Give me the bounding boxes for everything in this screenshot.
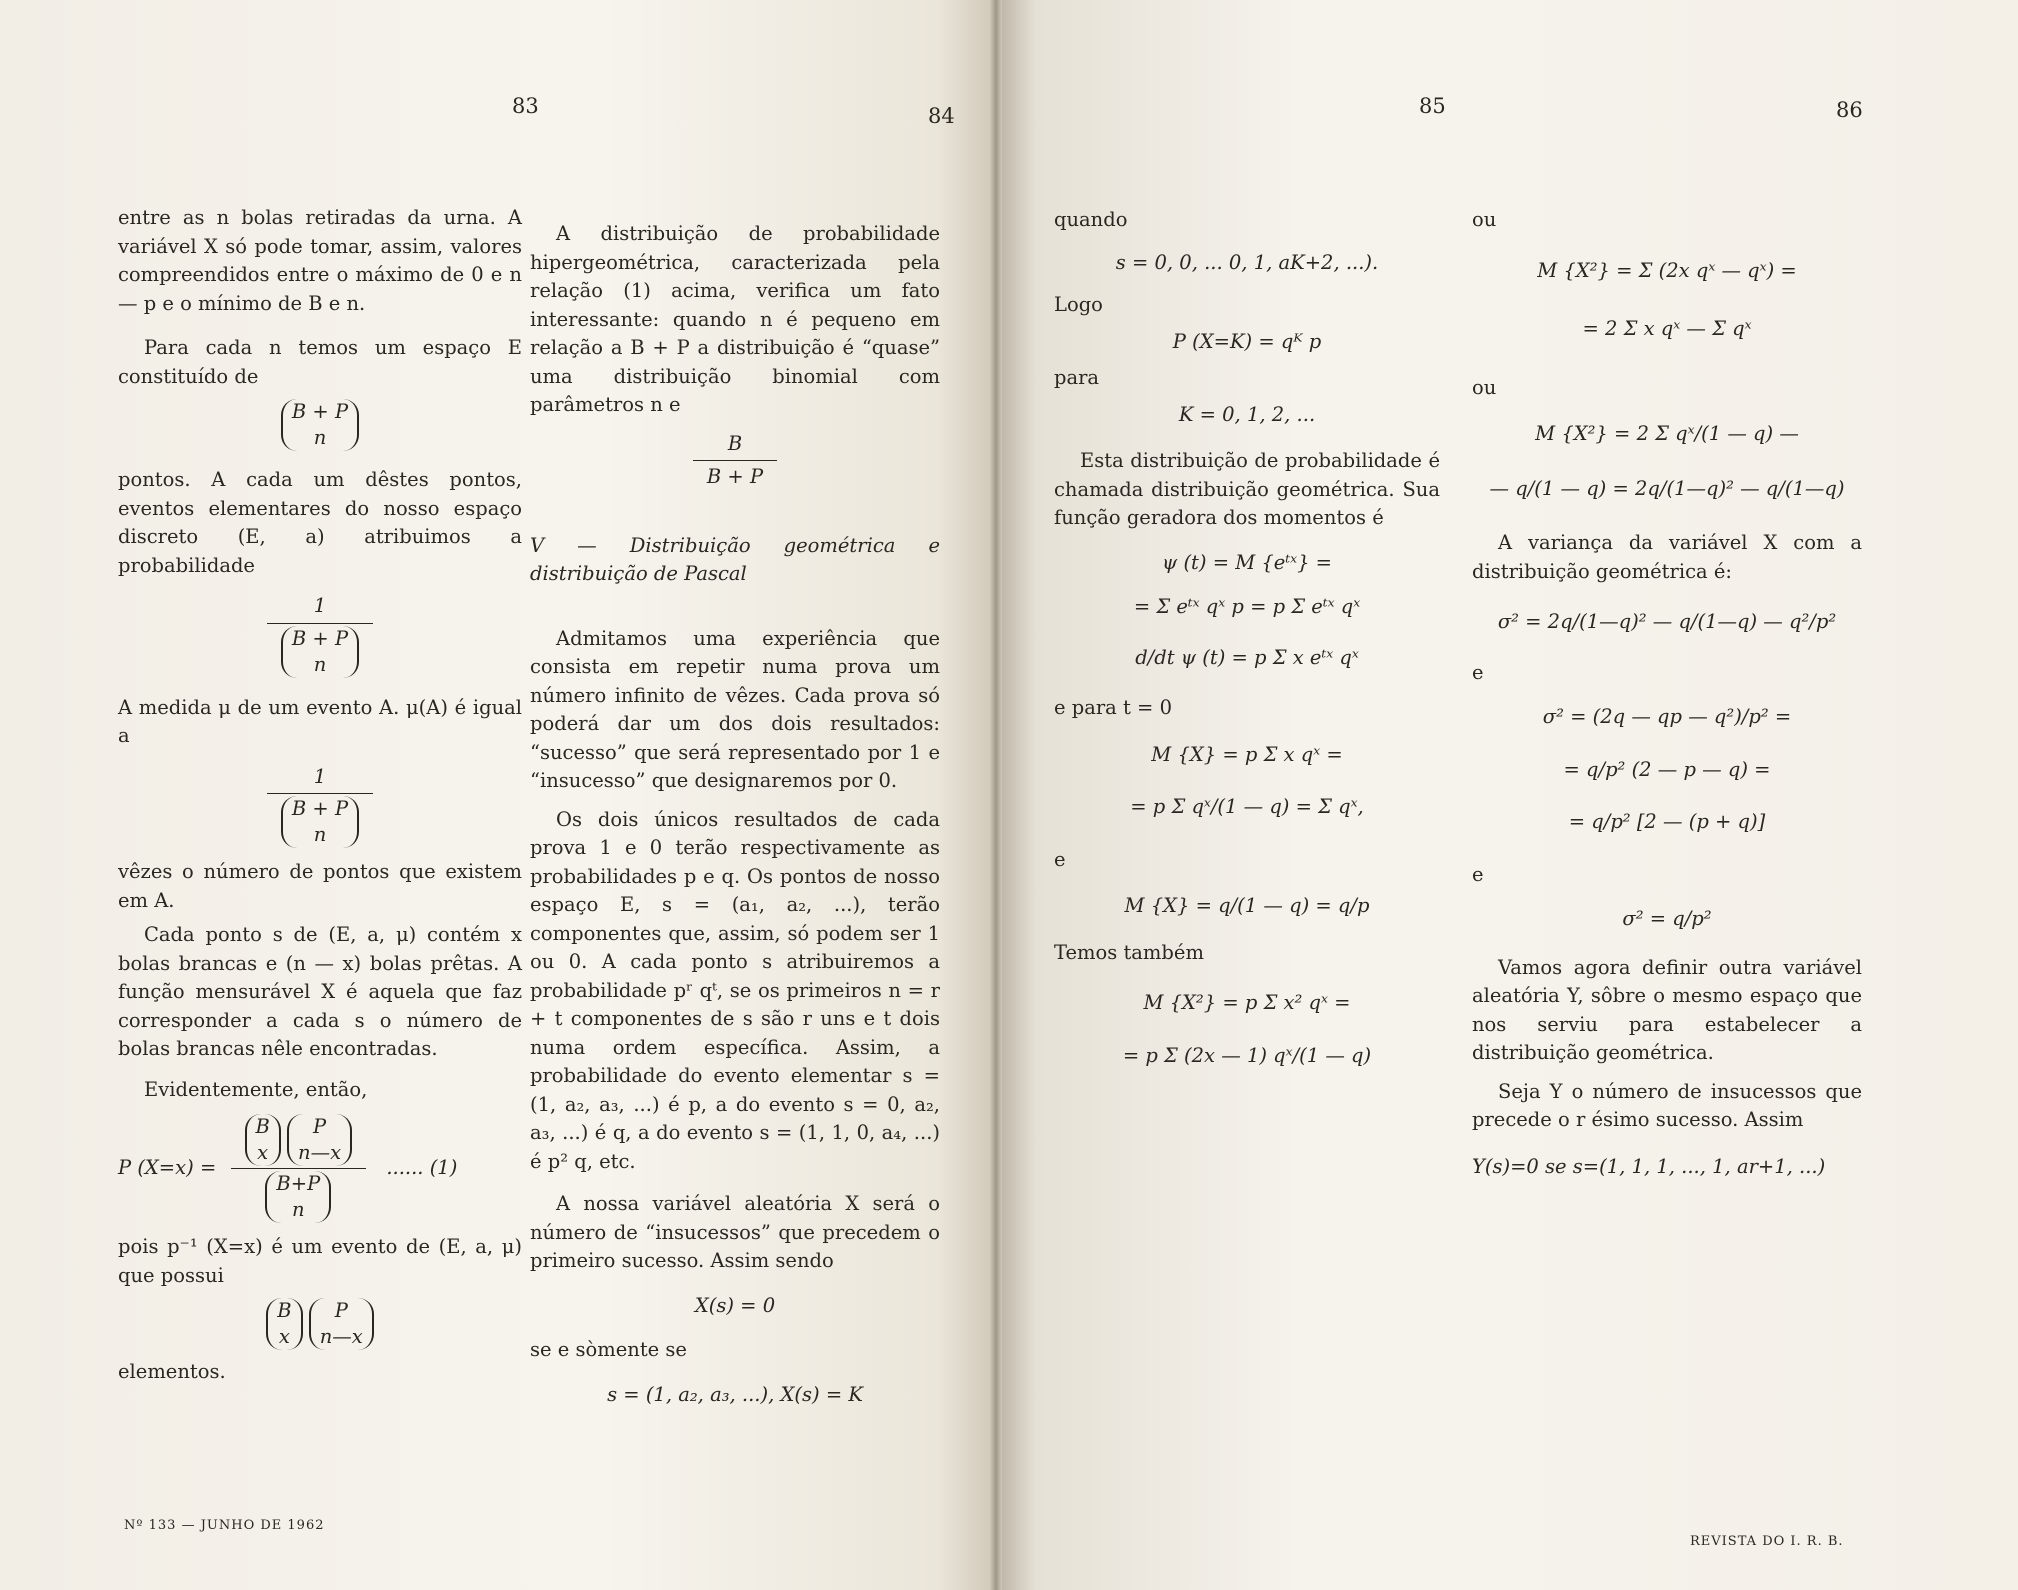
equation: σ² = 2q/(1—q)² — q/(1—q) — q²/p² <box>1497 610 1837 633</box>
paragraph: pontos. A cada um dêstes pontos, eventos elementares do nosso espaço discreto (E, a) atribuimos a probabilidade <box>118 468 522 577</box>
text: para <box>1054 366 1100 389</box>
paragraph: Os dois únicos resultados de cada prova 1 e 0 terão respectivamente as probabilidades p e q. Os pontos de nosso espaço E, s = (a₁, a₂, ...), terão componentes que, assim, só podem ser 1 ou 0. A cada ponto s atribuiremos a probabilidade pʳ qᵗ, se os primeiros n = r + t componentes de s são r uns e t dois numa ordem específica. Assim, a probabilidade do evento elementar s = (1, a₂, a₃, ...) é p, a do evento s = 0, a₂, a₃, ...) é q, a do evento s = (1, 1, 0, a₄, ...) é p² q, etc. <box>530 807 940 1173</box>
equation: K = 0, 1, 2, ... <box>1178 402 1316 426</box>
equation: σ² = (2q — qp — q²)/p² = <box>1542 705 1792 728</box>
page-number-85: 85 <box>1419 94 1446 118</box>
equation: = p Σ (2x — 1) qˣ/(1 — q) <box>1122 1043 1372 1067</box>
hypergeometric-equation: P (X=x) = B x P n—x B+P n ...... (1) <box>118 1115 458 1221</box>
page-83-column <box>118 204 522 459</box>
equation: M {X} = p Σ x qˣ = <box>1151 742 1343 766</box>
equation: M {X²} = Σ (2x qˣ — qˣ) = <box>1537 258 1797 282</box>
page-number-86: 86 <box>1836 98 1863 122</box>
equation: σ² = q/p² <box>1622 907 1712 930</box>
equation: X(s) = 0 <box>694 1293 776 1317</box>
book-gutter <box>990 0 1002 1590</box>
text: ou <box>1472 375 1497 399</box>
equation: s = 0, 0, ... 0, 1, aK+2, ...). <box>1115 250 1379 274</box>
equation: = p Σ qˣ/(1 — q) = Σ qˣ, <box>1130 795 1364 818</box>
paragraph: Para cada n temos um espaço E constituído de <box>118 336 522 388</box>
equation: M {X²} = 2 Σ qˣ/(1 — q) — <box>1535 422 1799 445</box>
paragraph: Seja Y o número de insucessos que precede o r ésimo sucesso. Assim <box>1472 1079 1862 1131</box>
binomial: B + P n <box>281 399 359 451</box>
paragraph: vêzes o número de pontos que existem em A. <box>118 860 522 912</box>
text: e <box>1472 660 1484 684</box>
page-84-column <box>530 220 940 1425</box>
page-85-column <box>1054 206 1440 1094</box>
equation: Y(s)=0 se s=(1, 1, 1, ..., 1, ar+1, ...) <box>1472 1154 1826 1178</box>
paragraph: Admitamos uma experiência que consista em repetir numa prova um número infinito de vêzes. Cada prova só poderá dar um dos dois resultados: “sucesso” que será representado por 1 e “insucesso” que designaremos por 0. <box>530 626 940 792</box>
equation: = q/p² (2 — p — q) = <box>1563 757 1771 781</box>
text: e para t = 0 <box>1054 696 1172 719</box>
text: e <box>1054 847 1066 871</box>
equation: ψ (t) = M {eᵗˣ} = <box>1161 550 1333 574</box>
paragraph: A medida μ de um evento A. μ(A) é igual a <box>118 695 522 747</box>
paragraph: A distribuição de probabilidade hipergeométrica, caracterizada pela relação (1) acima, verifica um fato interessante: quando n é pequeno em relação a B + P a distribuição é “quase” uma distribuição binomial com parâmetros n e <box>530 222 940 416</box>
text: ou <box>1472 208 1497 231</box>
paragraph: Vamos agora definir outra variável aleatória Y, sôbre o mesmo espaço que nos serviu para estabelecer a distribuição geométrica. <box>1472 955 1862 1064</box>
paragraph: pois p⁻¹ (X=x) é um evento de (E, a, μ) que possui <box>118 1235 522 1287</box>
paragraph: Esta distribuição de probabilidade é chamada distribuição geométrica. Sua função geradora dos momentos é <box>1054 449 1440 529</box>
equation: = 2 Σ x qˣ — Σ qˣ <box>1582 317 1752 340</box>
equation: P (X=K) = qᴷ p <box>1172 329 1322 353</box>
text: Logo <box>1054 293 1103 316</box>
binomial-parameter-fraction: $\frac{B}{B + P}$ <box>530 430 940 492</box>
equation: M {X} = q/(1 — q) = q/p <box>1124 894 1370 917</box>
page-86-column <box>1472 206 1862 1199</box>
equation: = q/p² [2 — (p + q)] <box>1568 810 1766 833</box>
paragraph: A nossa variável aleatória X será o número de “insucessos” que precedem o primeiro sucesso. Assim sendo <box>530 1192 940 1272</box>
equation: d/dt ψ (t) = p Σ x eᵗˣ qˣ <box>1135 645 1359 669</box>
footer-journal: REVISTA DO I. R. B. <box>1690 1534 1844 1549</box>
text: e <box>1472 862 1484 886</box>
binomial-equation <box>118 399 522 451</box>
equation: M {X²} = p Σ x² qˣ = <box>1143 991 1351 1014</box>
paragraph: entre as n bolas retiradas da urna. A variável X só pode tomar, assim, valores compreendidos entre o máximo de 0 e n — p e o mínimo de B e n. <box>118 206 522 315</box>
paragraph: Cada ponto s de (E, a, μ) contém x bolas brancas e (n — x) bolas prêtas. A função mensurável X é aquela que faz corresponder a cada s o número de bolas brancas nêle encontradas. <box>118 923 522 1060</box>
element-count-equation: B x P n—x <box>118 1298 522 1350</box>
page-83-column-part2 <box>118 466 522 1387</box>
page-number-83: 83 <box>512 94 539 118</box>
equation: s = (1, a₂, a₃, ...), X(s) = K <box>607 1382 863 1406</box>
equation: = Σ eᵗˣ qˣ p = p Σ eᵗˣ qˣ <box>1133 595 1361 618</box>
paragraph: elementos. <box>118 1360 226 1383</box>
equation: — q/(1 — q) = 2q/(1—q)² — q/(1—q) <box>1489 476 1845 500</box>
text: Temos também <box>1054 940 1204 964</box>
paragraph: se e sòmente se <box>530 1338 687 1361</box>
paragraph: A variança da variável X com a distribuição geométrica é: <box>1472 531 1862 583</box>
section-heading: V — Distribuição geométrica e distribuição de Pascal <box>530 533 940 585</box>
page-number-84: 84 <box>928 104 955 128</box>
footer-issue: Nº 133 — JUNHO DE 1962 <box>124 1518 325 1533</box>
probability-fraction: 1 B + P n <box>118 592 522 678</box>
text: quando <box>1054 208 1128 231</box>
measure-fraction: 1 B + P n <box>118 763 522 849</box>
paragraph: Evidentemente, então, <box>144 1077 368 1101</box>
